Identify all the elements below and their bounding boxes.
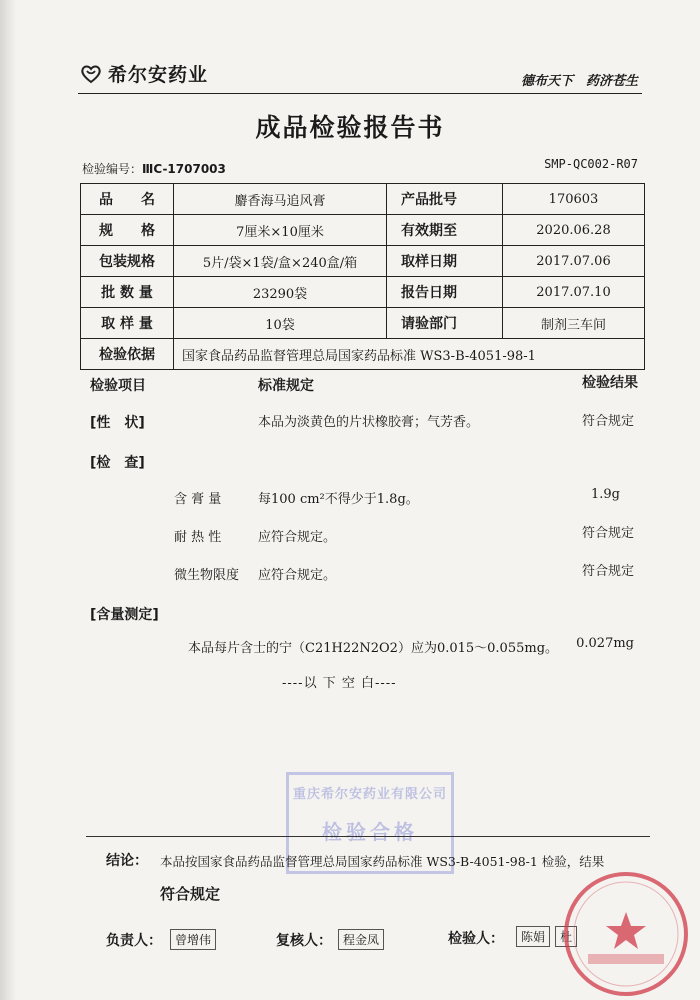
col-header-item: 检验项目 [90,378,146,394]
table-row [81,246,645,277]
scan-edge-shadow [0,0,16,1000]
company-logo [80,60,208,87]
blank-note: ----以 下 空 白---- [282,676,397,691]
official-red-seal [560,868,692,1000]
spec-label: 规 格 [81,215,174,246]
reviewer-label: 复核人： [276,933,332,949]
section-inspection: [检 查] [90,455,145,471]
batch-no-value: 170603 [503,184,645,215]
assay-standard: 本品每片含士的宁（C21H22N2O2）应为0.015～0.055mg。 [188,641,559,656]
dept-label: 请验部门 [387,308,503,339]
company-name: 希尔安药业 [108,64,209,86]
reviewer-signature [338,929,384,950]
micro-standard: 应符合规定。 [258,568,337,583]
basis-label: 检验依据 [81,339,174,370]
table-row [81,215,645,246]
package-label: 包装规格 [81,246,174,277]
conclusion-label: 结论： [106,853,148,869]
report-date-label: 报告日期 [387,277,503,308]
page-title: 成品检验报告书 [255,113,445,142]
product-name-value: 麝香海马追风膏 [174,184,387,215]
batch-qty-value: 23290袋 [174,277,387,308]
sample-qty-label: 取 样 量 [81,308,174,339]
batch-qty-label: 批 数 量 [81,277,174,308]
assay-result: 0.027mg [576,636,634,651]
basis-value: 国家食品药品监督管理总局国家药品标准 WS3-B-4051-98-1 [174,339,645,370]
table-row [81,184,645,215]
table-row [81,339,645,370]
batch-no-label: 产品批号 [387,184,503,215]
ointment-label: 含 膏 量 [174,492,222,507]
conclusion-divider [86,836,650,837]
section-character: [性 状] [90,415,145,431]
table-row [81,277,645,308]
character-result: 符合规定 [581,414,634,429]
expiry-value: 2020.06.28 [503,215,645,246]
form-code: SMP-QC002-R07 [544,157,638,171]
section-assay: [含量测定] [90,607,159,623]
package-value: 5片/袋×1袋/盒×240盒/箱 [174,246,387,277]
col-header-result: 检验结果 [582,375,638,391]
header-divider [78,93,642,94]
inspector-name-2: 杜 [555,926,577,947]
dept-value: 制剂三车间 [503,308,645,339]
sampling-date-label: 取样日期 [387,246,503,277]
responsible-name: 曾增伟 [170,929,216,950]
spec-value: 7厘米×10厘米 [174,215,387,246]
reviewer-name: 程金凤 [338,929,384,950]
col-header-standard: 标准规定 [258,378,314,394]
product-name-label: 品 名 [81,184,174,215]
sampling-date-value: 2017.07.06 [503,246,645,277]
inspector-name-1: 陈娟 [516,926,550,947]
heat-result: 符合规定 [581,526,634,541]
inspection-number-label: 检验编号： [82,162,143,176]
responsible-signature [170,929,216,950]
micro-label: 微生物限度 [174,568,240,583]
sample-qty-value: 10袋 [174,308,387,339]
stamp-text: 检验合格 [322,820,418,844]
product-info-table [80,183,645,370]
slogan: 德布天下 药济苍生 [520,74,638,89]
expiry-label: 有效期至 [387,215,503,246]
ointment-result: 1.9g [591,487,620,502]
responsible-label: 负责人： [106,933,162,949]
heart-logo-icon [80,63,102,85]
heat-standard: 应符合规定。 [258,530,337,545]
micro-result: 符合规定 [581,564,634,579]
ointment-standard: 每100 cm²不得少于1.8g。 [258,492,419,507]
inspector-label: 检验人： [448,931,504,947]
inspection-number-value: ⅢC-1707003 [142,162,226,176]
heat-label: 耐 热 性 [174,530,222,545]
conclusion-verdict: 符合规定 [160,885,221,903]
table-row [81,308,645,339]
character-standard: 本品为淡黄色的片状橡胶膏；气芳香。 [258,415,480,430]
conclusion-text: 本品按国家食品药品监督管理总局国家药品标准 WS3-B-4051-98-1 检验，结果 [160,854,605,869]
inspection-number [82,160,226,177]
report-date-value: 2017.07.10 [503,277,645,308]
stamp-company-name: 重庆希尔安药业有限公司 [292,787,447,802]
